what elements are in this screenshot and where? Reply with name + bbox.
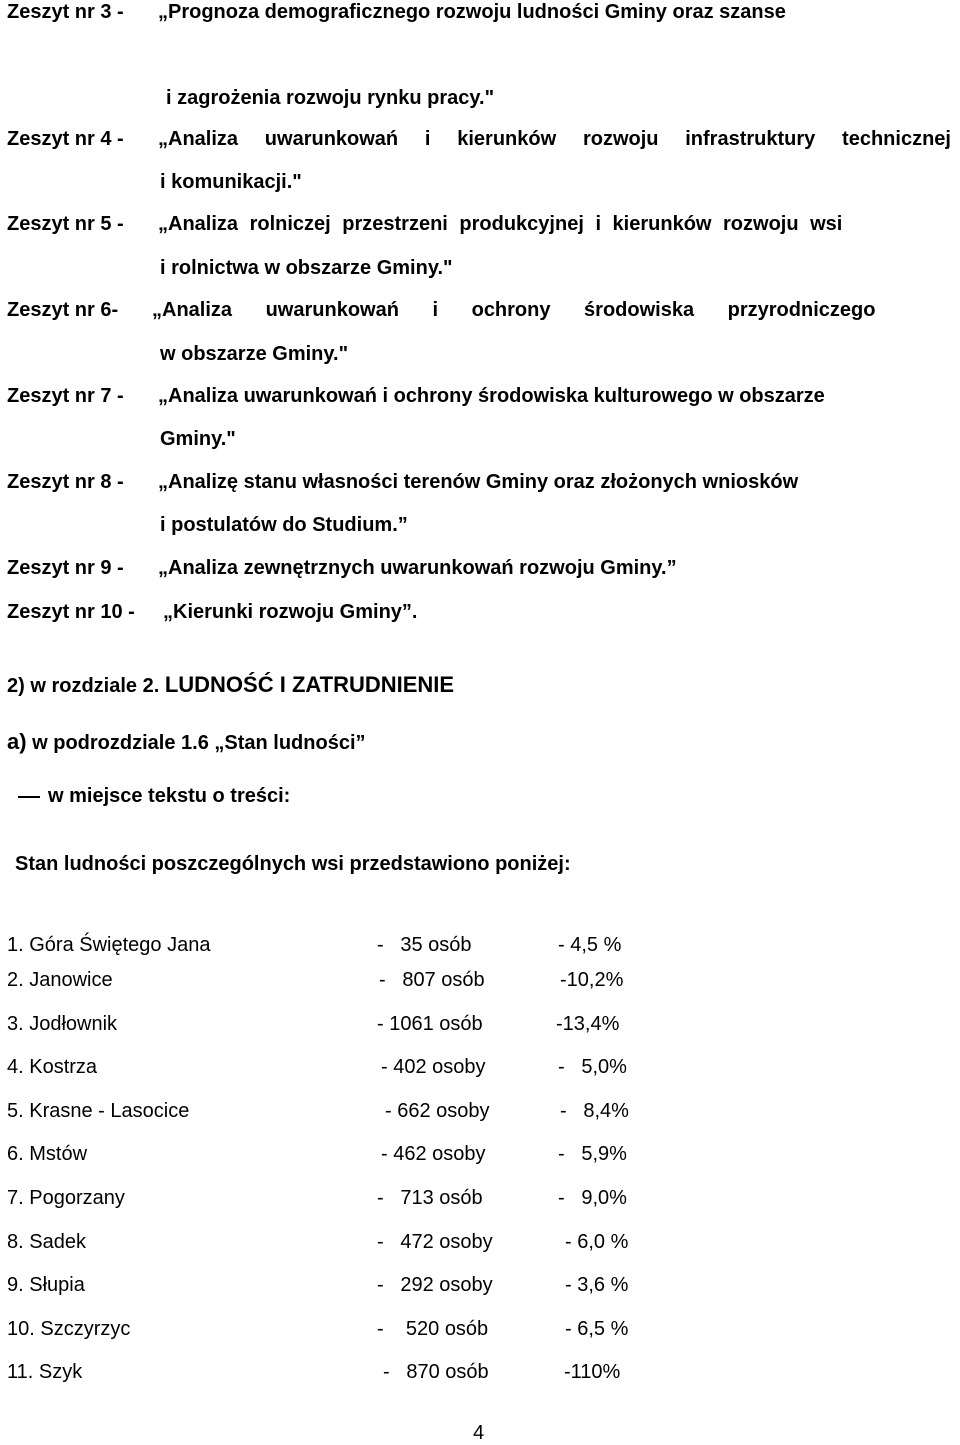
- zeszyt-10-title-line1: „Kierunki rozwoju Gminy”.: [163, 601, 418, 623]
- village-percent: - 9,0%: [558, 1187, 627, 1209]
- zeszyt-4-title-line2: i komunikacji.": [160, 171, 302, 193]
- subchapter-reference: [7, 730, 366, 755]
- zeszyt-9-number: Zeszyt nr 9 -: [7, 557, 124, 579]
- zeszyt-4-number: Zeszyt nr 4 -: [7, 128, 124, 150]
- zeszyt-8-title-line1: „Analizę stanu własności terenów Gminy oraz złożonych wniosków: [158, 471, 799, 493]
- page-number: 4: [473, 1422, 485, 1444]
- village-percent: - 6,5 %: [565, 1318, 629, 1340]
- village-population: - 292 osoby: [377, 1274, 493, 1296]
- village-name: 6. Mstów: [7, 1143, 88, 1165]
- village-name: 1. Góra Świętego Jana: [7, 934, 211, 956]
- population-intro: Stan ludności poszczególnych wsi przedstawiono poniżej:: [15, 853, 571, 875]
- zeszyt-10-number: Zeszyt nr 10 -: [7, 601, 135, 623]
- village-population: - 1061 osób: [377, 1013, 483, 1035]
- zeszyt-8-number: Zeszyt nr 8 -: [7, 471, 124, 493]
- village-name: 2. Janowice: [7, 969, 113, 991]
- village-population: - 713 osób: [377, 1187, 483, 1209]
- village-name: 11. Szyk: [7, 1361, 83, 1383]
- zeszyt-5-title-line2: i rolnictwa w obszarze Gminy.": [160, 257, 453, 279]
- village-name: 7. Pogorzany: [7, 1187, 125, 1209]
- village-population: - 870 osób: [383, 1361, 489, 1383]
- village-name: 10. Szczyrzyc: [7, 1318, 131, 1340]
- village-name: 9. Słupia: [7, 1274, 85, 1296]
- word: i: [424, 128, 431, 150]
- village-population: - 807 osób: [379, 969, 485, 991]
- zeszyt-7-number: Zeszyt nr 7 -: [7, 385, 124, 407]
- village-percent: - 5,0%: [558, 1056, 627, 1078]
- village-name: 3. Jodłownik: [7, 1013, 118, 1035]
- replace-text: w miejsce tekstu o treści:: [48, 785, 291, 807]
- village-percent: - 4,5 %: [558, 934, 622, 956]
- village-population: - 472 osoby: [377, 1231, 493, 1253]
- zeszyt-7-title-line2: Gminy.": [160, 428, 236, 450]
- word: rozwoju: [582, 128, 659, 150]
- chapter-prefix: 2) w rozdziale 2.: [7, 675, 160, 697]
- zeszyt-6-title-line2: w obszarze Gminy.": [160, 343, 349, 365]
- zeszyt-9-title-line1: „Analiza zewnętrznych uwarunkowań rozwoju Gminy.”: [158, 557, 677, 579]
- village-name: 4. Kostrza: [7, 1056, 98, 1078]
- zeszyt-3-title-line2: i zagrożenia rozwoju rynku pracy.": [166, 87, 495, 109]
- word: infrastruktury: [685, 128, 816, 150]
- village-name: 5. Krasne - Lasocice: [7, 1100, 190, 1122]
- zeszyt-6-number: Zeszyt nr 6-: [7, 299, 119, 321]
- zeszyt-6-title-line1: „Analiza uwarunkowań i ochrony środowiska przyrodniczego: [152, 299, 876, 321]
- zeszyt-5-title-line1: „Analiza rolniczej przestrzeni produkcyjnej i kierunków rozwoju wsi: [158, 213, 843, 235]
- village-population: - 462 osoby: [381, 1143, 486, 1165]
- village-percent: -13,4%: [556, 1013, 620, 1035]
- village-name: 8. Sadek: [7, 1231, 86, 1253]
- village-percent: -110%: [564, 1361, 621, 1383]
- zeszyt-3-title-line1: „Prognoza demograficznego rozwoju ludności Gminy oraz szanse: [158, 1, 786, 23]
- village-population: - 402 osoby: [381, 1056, 486, 1078]
- zeszyt-7-title-line1: „Analiza uwarunkowań i ochrony środowiska kulturowego w obszarze: [158, 385, 825, 407]
- chapter-reference: [7, 673, 454, 698]
- zeszyt-5-number: Zeszyt nr 5 -: [7, 213, 124, 235]
- village-percent: -10,2%: [560, 969, 624, 991]
- zeszyt-3-number: Zeszyt nr 3 -: [7, 1, 124, 23]
- chapter-title: LUDNOŚĆ I ZATRUDNIENIE: [164, 672, 455, 697]
- village-percent: - 8,4%: [560, 1100, 629, 1122]
- dash-mark: [18, 796, 40, 798]
- village-population: - 520 osób: [377, 1318, 489, 1340]
- village-population: - 662 osoby: [385, 1100, 490, 1122]
- word: „Analiza: [158, 128, 239, 150]
- village-percent: - 6,0 %: [565, 1231, 629, 1253]
- village-population: - 35 osób: [377, 934, 472, 956]
- village-percent: - 3,6 %: [565, 1274, 629, 1296]
- zeszyt-8-title-line2: i postulatów do Studium.”: [160, 514, 408, 536]
- zeszyt-4-title-line1: [158, 127, 951, 151]
- village-percent: - 5,9%: [558, 1143, 627, 1165]
- word: technicznej: [842, 128, 951, 150]
- word: kierunków: [457, 128, 557, 150]
- subchapter-prefix: a): [7, 729, 27, 754]
- subchapter-text: w podrozdziale 1.6 „Stan ludności”: [32, 732, 366, 754]
- word: uwarunkowań: [264, 128, 399, 150]
